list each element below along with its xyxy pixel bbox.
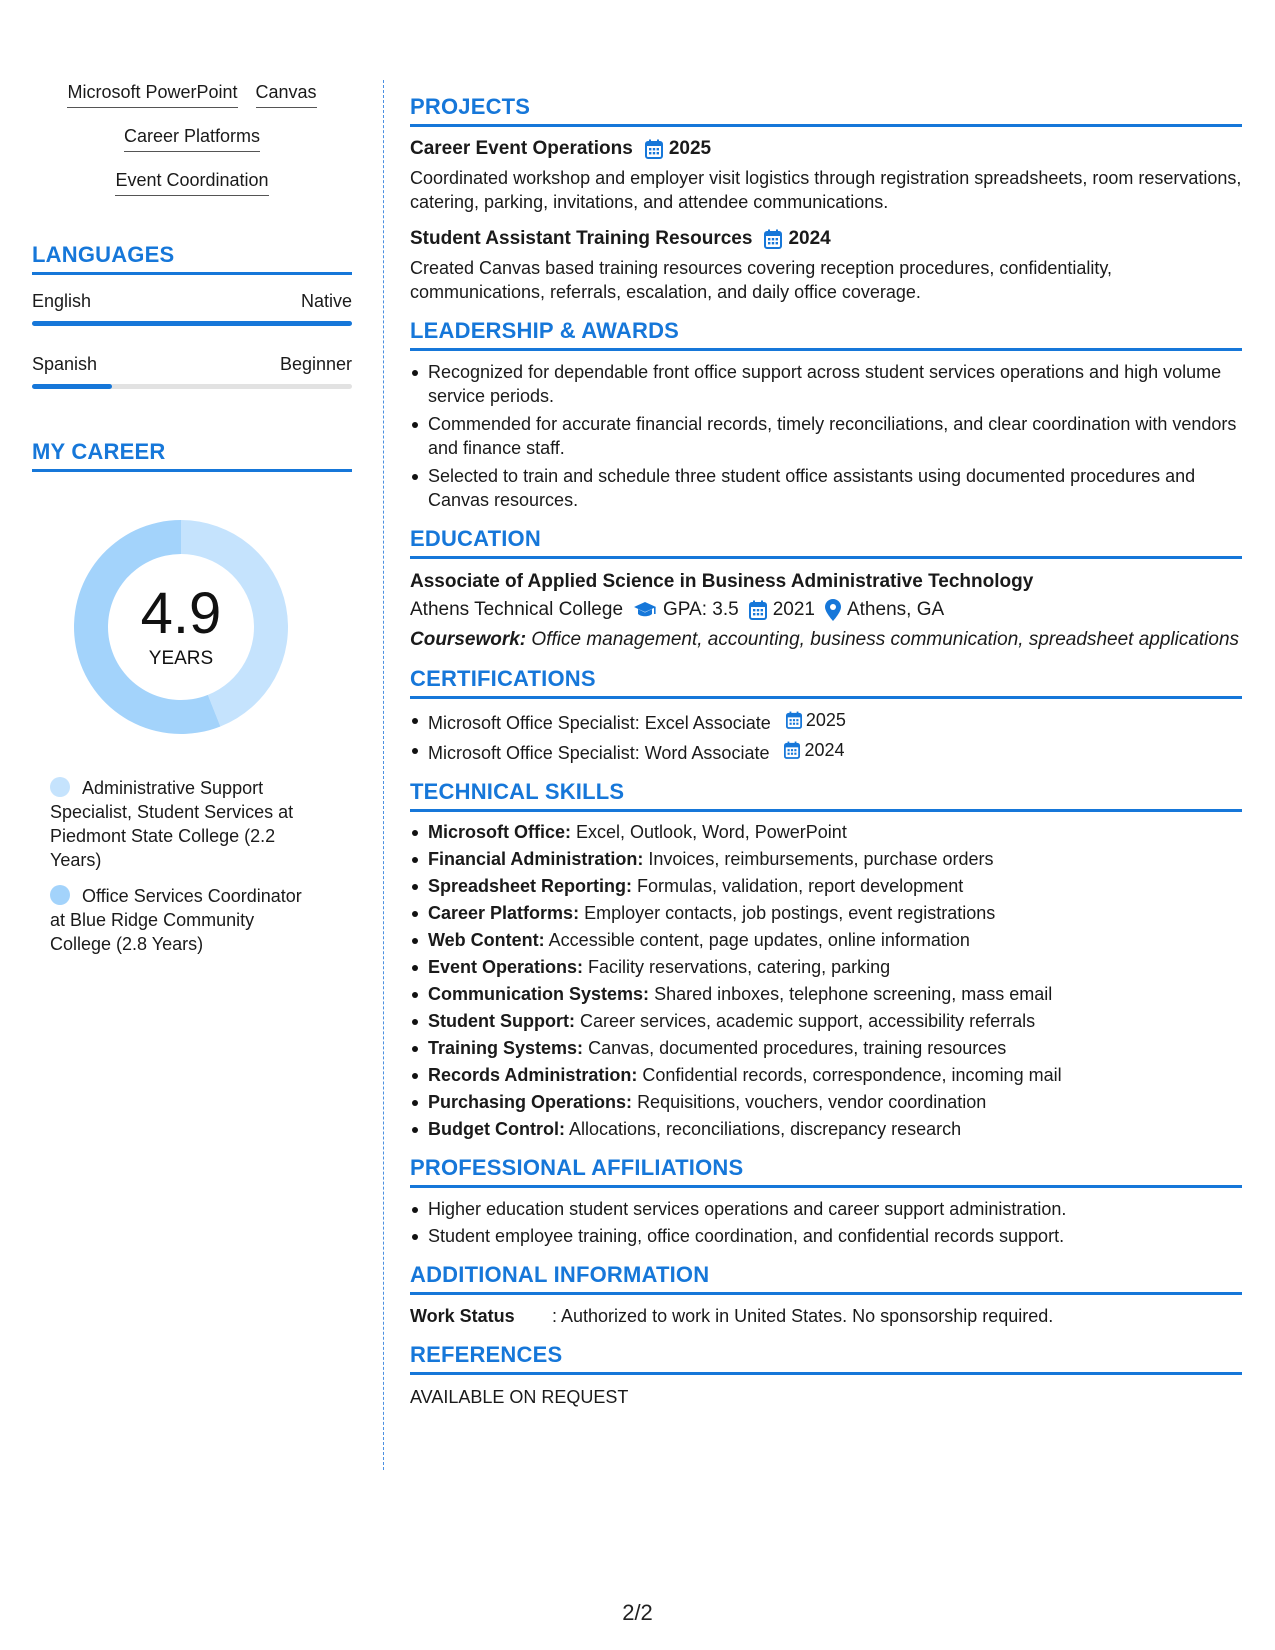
calendar-icon [645, 139, 663, 159]
info-label: Work Status [410, 1306, 515, 1326]
project-title-row [410, 226, 1242, 252]
skill-item [410, 820, 1242, 844]
career-legend-item [50, 884, 315, 956]
school-name: Athens Technical College [410, 599, 624, 620]
calendar-icon [749, 600, 767, 620]
references-text: AVAILABLE ON REQUEST [410, 1387, 629, 1407]
skill-tags [32, 80, 352, 196]
leadership-section [410, 318, 1242, 512]
skill-item [410, 1009, 1242, 1033]
skill-label: Financial Administration: [428, 849, 644, 869]
project-title-row [410, 136, 1242, 162]
skill-value: Invoices, reimbursements, purchase orders [648, 849, 994, 869]
certification-year: 2025 [805, 710, 846, 730]
info-value: : Authorized to work in United States. No sponsorship required. [552, 1306, 1054, 1326]
languages-heading: LANGUAGES [32, 242, 352, 275]
language-item [32, 352, 352, 389]
skill-label: Spreadsheet Reporting: [428, 876, 633, 896]
references-section [410, 1342, 1242, 1409]
skill-item [410, 1063, 1242, 1087]
list-item: Recognized for dependable front office support across student services operations and high volume service periods. [410, 360, 1242, 408]
career-legend-label: Administrative Support Specialist, Student Services at Piedmont State College (2.2 Years) [50, 778, 294, 870]
skill-value: Canvas, documented procedures, training resources [588, 1038, 1007, 1058]
skill-label: Microsoft Office: [428, 822, 572, 842]
language-name: English [32, 291, 92, 311]
skill-label: Purchasing Operations: [428, 1092, 633, 1112]
education-year: 2021 [772, 599, 815, 620]
info-row [410, 1304, 1242, 1328]
certifications-heading: CERTIFICATIONS [410, 666, 1242, 699]
skill-value: Employer contacts, job postings, event registrations [584, 903, 996, 923]
skill-value: Formulas, validation, report development [637, 876, 964, 896]
list-item: Commended for accurate financial records, timely reconciliations, and clear coordination with vendors and finance staff. [410, 412, 1242, 460]
project-year: 2025 [668, 138, 712, 159]
language-bar-fill [32, 321, 352, 326]
skill-value: Allocations, reconciliations, discrepancy research [568, 1119, 962, 1139]
language-level: Beginner [279, 354, 352, 374]
languages-section [32, 242, 352, 389]
calendar-icon [764, 229, 782, 249]
column-divider [383, 80, 384, 1470]
coursework-text: Office management, accounting, business communication, spreadsheet applications [531, 629, 1240, 650]
coursework [410, 628, 1242, 652]
career-total-years: 4.9 [140, 581, 222, 646]
legend-dot [50, 885, 70, 905]
career-legend-label: Office Services Coordinator at Blue Ridge Community College (2.8 Years) [50, 886, 302, 954]
list-item: Student employee training, office coordination, and confidential records support. [410, 1224, 1242, 1248]
skill-value: Shared inboxes, telephone screening, mass email [654, 984, 1053, 1004]
education-location: Athens, GA [846, 599, 945, 620]
skill-value: Career services, academic support, accessibility referrals [580, 1011, 1036, 1031]
certification-item [410, 708, 1242, 735]
skill-tag: Canvas [256, 80, 317, 108]
language-item [32, 289, 352, 326]
education-gpa: GPA: 3.5 [663, 599, 739, 620]
skill-item [410, 955, 1242, 979]
references-heading: REFERENCES [410, 1342, 1242, 1375]
career-section [32, 439, 352, 956]
language-bar [32, 384, 352, 389]
skill-item [410, 1117, 1242, 1141]
skill-value: Accessible content, page updates, online information [548, 930, 970, 950]
skill-label: Training Systems: [428, 1038, 584, 1058]
skill-value: Excel, Outlook, Word, PowerPoint [576, 822, 847, 842]
skill-value: Facility reservations, catering, parking [588, 957, 891, 977]
leadership-heading: LEADERSHIP & AWARDS [410, 318, 1242, 351]
map-pin-icon [825, 599, 841, 621]
skill-item [410, 1090, 1242, 1114]
language-bar-fill [32, 384, 112, 389]
calendar-icon [786, 711, 802, 729]
career-total-unit: YEARS [148, 648, 214, 669]
skill-tag: Event Coordination [115, 168, 268, 196]
education-section [410, 526, 1242, 652]
education-heading: EDUCATION [410, 526, 1242, 559]
skill-label: Career Platforms: [428, 903, 580, 923]
calendar-icon [784, 741, 800, 759]
technical-skills-section [410, 779, 1242, 1141]
certification-name: Microsoft Office Specialist: Excel Associate [428, 713, 771, 733]
list-item: Higher education student services operations and career support administration. [410, 1197, 1242, 1221]
legend-dot [50, 777, 70, 797]
education-meta [410, 596, 1242, 624]
graduation-cap-icon [633, 601, 657, 619]
skill-label: Student Support: [428, 1011, 575, 1031]
coursework-label: Coursework: [410, 629, 527, 650]
language-name: Spanish [32, 354, 98, 374]
list-item: Selected to train and schedule three student office assistants using documented procedures and Canvas resources. [410, 464, 1242, 512]
skill-item [410, 847, 1242, 871]
skill-item [410, 1036, 1242, 1060]
skill-item [410, 928, 1242, 952]
projects-section [410, 94, 1242, 304]
additional-info-heading: ADDITIONAL INFORMATION [410, 1262, 1242, 1295]
skill-tag: Career Platforms [124, 124, 260, 152]
career-donut-chart [66, 512, 296, 742]
affiliations-heading: PROFESSIONAL AFFILIATIONS [410, 1155, 1242, 1188]
skill-label: Records Administration: [428, 1065, 638, 1085]
project-description: Created Canvas based training resources covering reception procedures, confidentiality, communications, referrals, escalation, and daily office coverage. [410, 258, 1113, 302]
additional-info-section [410, 1262, 1242, 1328]
technical-skills-heading: TECHNICAL SKILLS [410, 779, 1242, 812]
right-column [410, 94, 1242, 1423]
left-column [32, 80, 352, 968]
project-title: Career Event Operations [410, 138, 633, 159]
skill-item [410, 901, 1242, 925]
skill-item [410, 874, 1242, 898]
project-year: 2024 [788, 228, 831, 249]
career-legend-item [50, 776, 315, 872]
skill-value: Confidential records, correspondence, incoming mail [642, 1065, 1062, 1085]
certification-item [410, 738, 1242, 765]
skill-value: Requisitions, vouchers, vendor coordination [637, 1092, 987, 1112]
skill-label: Web Content: [428, 930, 545, 950]
page-number: 2/2 [622, 1600, 653, 1625]
certification-name: Microsoft Office Specialist: Word Associate [428, 743, 770, 763]
skill-tag: Microsoft PowerPoint [67, 80, 237, 108]
career-legend [32, 776, 352, 956]
certifications-section [410, 666, 1242, 765]
skill-label: Communication Systems: [428, 984, 650, 1004]
career-heading: MY CAREER [32, 439, 352, 472]
language-level: Native [300, 291, 352, 311]
certification-year: 2024 [804, 740, 845, 760]
skill-label: Event Operations: [428, 957, 584, 977]
projects-heading: PROJECTS [410, 94, 1242, 127]
project-description: Coordinated workshop and employer visit logistics through registration spreadsheets, room reservations, catering, parking, invitations, and attendee communications. [410, 168, 1242, 212]
affiliations-section [410, 1155, 1242, 1248]
project-title: Student Assistant Training Resources [410, 228, 753, 249]
degree-title: Associate of Applied Science in Business Administrative Technology [410, 571, 1034, 592]
skill-item [410, 982, 1242, 1006]
language-bar [32, 321, 352, 326]
skill-label: Budget Control: [428, 1119, 565, 1139]
